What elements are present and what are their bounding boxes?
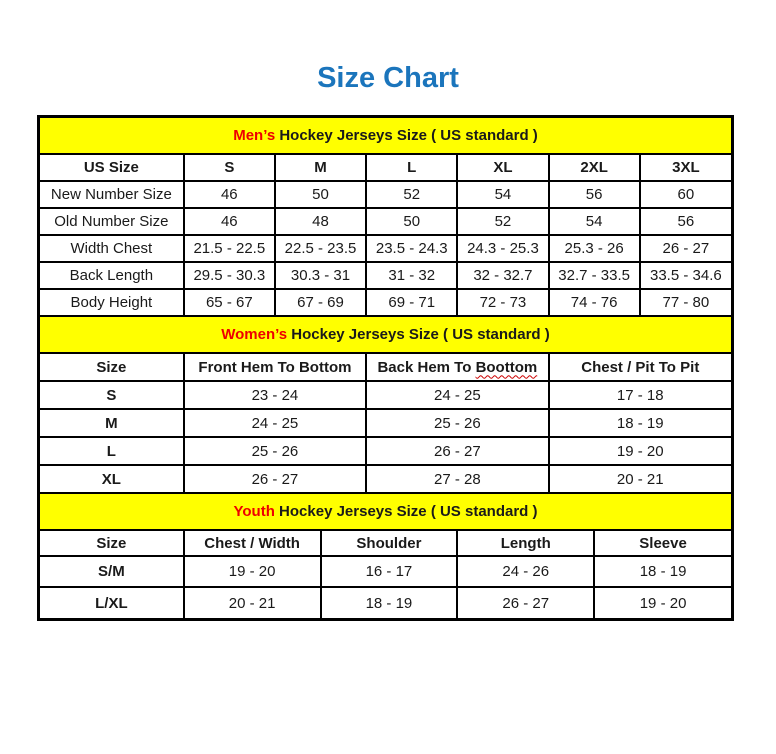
table-cell: 16 - 17	[321, 556, 458, 587]
table-cell: 60	[640, 181, 731, 208]
mens-banner-row	[40, 118, 731, 154]
row-label: Old Number Size	[40, 208, 184, 235]
row-label: L/XL	[40, 587, 184, 618]
table-cell: 46	[184, 208, 275, 235]
mens-col-header: S	[184, 154, 275, 181]
womens-col-header: Size	[40, 353, 184, 381]
mens-col-header: US Size	[40, 154, 184, 181]
row-label: Body Height	[40, 289, 184, 316]
table-cell: 27 - 28	[366, 465, 548, 493]
youth-col-header: Sleeve	[594, 530, 731, 556]
table-row	[40, 289, 731, 316]
youth-header-row	[40, 530, 731, 556]
table-cell: 56	[549, 181, 640, 208]
table-row	[40, 381, 731, 409]
table-cell: 24 - 25	[184, 409, 366, 437]
table-row	[40, 465, 731, 493]
table-cell: 25 - 26	[184, 437, 366, 465]
table-cell: 50	[275, 181, 366, 208]
row-label: XL	[40, 465, 184, 493]
youth-banner	[40, 494, 731, 530]
mens-col-header: XL	[457, 154, 548, 181]
womens-col-header-misspelled	[366, 353, 548, 381]
table-cell: 74 - 76	[549, 289, 640, 316]
table-cell: 22.5 - 23.5	[275, 235, 366, 262]
table-cell: 46	[184, 181, 275, 208]
table-cell: 32.7 - 33.5	[549, 262, 640, 289]
table-cell: 23 - 24	[184, 381, 366, 409]
womens-header-row	[40, 353, 731, 381]
table-cell: 26 - 27	[366, 437, 548, 465]
spellcheck-squiggle-word: Boottom	[475, 358, 538, 376]
table-cell: 31 - 32	[366, 262, 457, 289]
youth-size-table	[40, 494, 731, 618]
table-row	[40, 437, 731, 465]
table-cell: 69 - 71	[366, 289, 457, 316]
table-cell: 52	[366, 181, 457, 208]
mens-col-header: 2XL	[549, 154, 640, 181]
table-row	[40, 556, 731, 587]
row-label: S/M	[40, 556, 184, 587]
table-cell: 52	[457, 208, 548, 235]
youth-col-header: Length	[457, 530, 594, 556]
mens-col-header: L	[366, 154, 457, 181]
mens-col-header: M	[275, 154, 366, 181]
mens-col-header: 3XL	[640, 154, 731, 181]
table-cell: 20 - 21	[549, 465, 731, 493]
youth-col-header: Size	[40, 530, 184, 556]
table-row	[40, 587, 731, 618]
mens-banner-accent: Men’s	[233, 127, 276, 144]
womens-col-header: Front Hem To Bottom	[184, 353, 366, 381]
table-cell: 19 - 20	[549, 437, 731, 465]
size-chart-frame	[37, 115, 734, 621]
table-cell: 18 - 19	[321, 587, 458, 618]
mens-header-row	[40, 154, 731, 181]
table-cell: 48	[275, 208, 366, 235]
womens-banner-text: Hockey Jerseys Size ( US standard )	[287, 326, 550, 343]
table-cell: 26 - 27	[184, 465, 366, 493]
mens-size-table	[40, 118, 731, 317]
womens-banner-accent: Women’s	[221, 326, 288, 343]
row-label: S	[40, 381, 184, 409]
table-cell: 18 - 19	[549, 409, 731, 437]
table-cell: 50	[366, 208, 457, 235]
table-row	[40, 208, 731, 235]
mens-banner	[40, 118, 731, 154]
table-cell: 29.5 - 30.3	[184, 262, 275, 289]
table-row	[40, 181, 731, 208]
table-cell: 19 - 20	[184, 556, 321, 587]
table-cell: 77 - 80	[640, 289, 731, 316]
table-cell: 30.3 - 31	[275, 262, 366, 289]
row-label: L	[40, 437, 184, 465]
row-label: Width Chest	[40, 235, 184, 262]
table-cell: 24 - 25	[366, 381, 548, 409]
youth-banner-accent: Youth	[233, 503, 275, 520]
youth-col-header: Chest / Width	[184, 530, 321, 556]
table-cell: 72 - 73	[457, 289, 548, 316]
youth-banner-row	[40, 494, 731, 530]
table-cell: 25 - 26	[366, 409, 548, 437]
page-title: Size Chart	[317, 62, 459, 94]
womens-size-table	[40, 317, 731, 494]
table-cell: 33.5 - 34.6	[640, 262, 731, 289]
table-cell: 20 - 21	[184, 587, 321, 618]
row-label: Back Length	[40, 262, 184, 289]
table-cell: 17 - 18	[549, 381, 731, 409]
table-cell: 26 - 27	[457, 587, 594, 618]
table-cell: 67 - 69	[275, 289, 366, 316]
table-row	[40, 262, 731, 289]
table-cell: 25.3 - 26	[549, 235, 640, 262]
table-cell: 26 - 27	[640, 235, 731, 262]
row-label: New Number Size	[40, 181, 184, 208]
womens-col-header: Chest / Pit To Pit	[549, 353, 731, 381]
womens-banner	[40, 317, 731, 353]
table-cell: 24.3 - 25.3	[457, 235, 548, 262]
table-cell: 23.5 - 24.3	[366, 235, 457, 262]
youth-banner-text: Hockey Jerseys Size ( US standard )	[274, 503, 538, 520]
youth-col-header: Shoulder	[321, 530, 458, 556]
mens-banner-text: Hockey Jerseys Size ( US standard )	[275, 127, 538, 144]
table-cell: 32 - 32.7	[457, 262, 548, 289]
table-cell: 19 - 20	[594, 587, 731, 618]
table-cell: 24 - 26	[457, 556, 594, 587]
table-cell: 21.5 - 22.5	[184, 235, 275, 262]
womens-banner-row	[40, 317, 731, 353]
table-cell: 54	[457, 181, 548, 208]
table-row	[40, 409, 731, 437]
table-row	[40, 235, 731, 262]
table-cell: 18 - 19	[594, 556, 731, 587]
row-label: M	[40, 409, 184, 437]
table-cell: 54	[549, 208, 640, 235]
table-cell: 56	[640, 208, 731, 235]
womens-col-header-prefix: Back Hem To	[377, 358, 476, 376]
table-cell: 65 - 67	[184, 289, 275, 316]
